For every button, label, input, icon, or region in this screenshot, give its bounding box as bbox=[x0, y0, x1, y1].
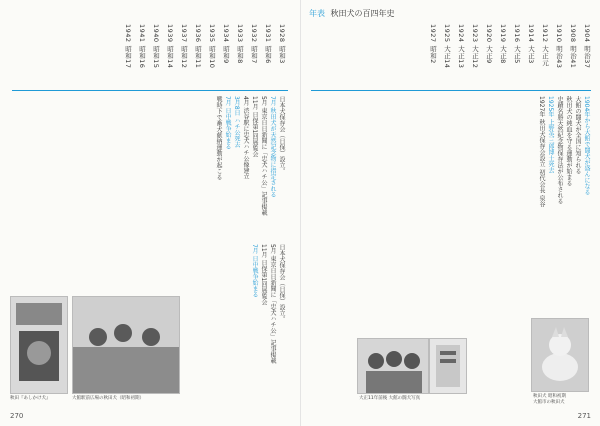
photo-poster bbox=[10, 296, 68, 394]
timeline-entry: 日本犬保存会（日保）設立。 bbox=[278, 244, 285, 322]
timeline-entry: 11月 日保第1回展覧会 bbox=[251, 96, 258, 158]
timeline-entry: 3月8日 ハチ公死去 bbox=[233, 96, 240, 148]
year-label: 1932 昭和7 bbox=[250, 24, 258, 64]
timeline-entry: 11月 日保第1回展覧会 bbox=[260, 244, 267, 306]
photo-caption: 秋田犬 昭和初期 bbox=[533, 394, 566, 399]
photo-people bbox=[357, 338, 429, 394]
photo-dog bbox=[531, 318, 589, 392]
poster-image bbox=[11, 297, 67, 393]
photo-caption: 大館駅前広場の秋田犬（昭和初期） bbox=[72, 396, 144, 401]
year-label: 1928 昭和3 bbox=[278, 24, 286, 64]
header-tag: 年表 bbox=[309, 9, 325, 18]
header-title: 秋田犬の百四年史 bbox=[330, 9, 395, 18]
timeline-entry: 1904年から大館で闘犬が盛んになる bbox=[583, 96, 590, 196]
timeline-entry: 4月 渋谷駅に忠犬ハチ公像建立 bbox=[242, 96, 249, 180]
page-header bbox=[309, 8, 395, 19]
year-label: 1940 昭和15 bbox=[152, 24, 160, 69]
page-number: 270 bbox=[10, 412, 24, 420]
dog-image bbox=[532, 319, 588, 391]
year-label: 1904 明治37 bbox=[583, 24, 591, 69]
timeline-entry: 1927年 秋田犬保存会設立 初代会長 泉谷 bbox=[538, 96, 545, 207]
year-label: 1924 大正13 bbox=[457, 24, 465, 69]
photo-group bbox=[72, 296, 180, 394]
year-label: 1939 昭和14 bbox=[166, 24, 174, 69]
year-label: 1908 明治41 bbox=[569, 24, 577, 69]
year-label: 1914 大正3 bbox=[527, 24, 535, 64]
year-label: 1923 大正12 bbox=[471, 24, 479, 69]
people-image bbox=[358, 339, 428, 393]
right-year-strip bbox=[429, 24, 591, 86]
left-year-strip bbox=[124, 24, 286, 86]
timeline-entry: 戦時下で畜犬献納運動が起こる bbox=[215, 96, 222, 180]
photo-caption: 大正11年前後 大館の闘犬写真 bbox=[359, 396, 421, 401]
photo-caption: 秋田『あしかけ犬』 bbox=[10, 396, 51, 401]
year-label: 1942 昭和17 bbox=[124, 24, 132, 69]
year-label: 1927 昭和2 bbox=[429, 24, 437, 64]
left-body-text bbox=[16, 96, 286, 236]
page-number: 271 bbox=[577, 412, 591, 420]
year-label: 1933 昭和8 bbox=[236, 24, 244, 64]
right-body-text bbox=[315, 96, 591, 326]
group-image bbox=[73, 297, 179, 393]
timeline-entry: 7月 日中戦争始まる bbox=[224, 96, 231, 150]
year-label: 1934 昭和9 bbox=[222, 24, 230, 64]
year-label: 1912 大正元 bbox=[541, 24, 549, 67]
photo-caption: 大館市の秋田犬 bbox=[533, 400, 565, 405]
timeline-entry: 7月 日中戦争始まる bbox=[251, 244, 258, 298]
timeline-entry: 史蹟名勝天然紀念物保存法が公布される bbox=[556, 96, 563, 204]
timeline-entry: 日本犬保存会（日保）設立。 bbox=[278, 96, 285, 174]
timeline-entry: 秋田犬の純血を守る運動が始まる bbox=[565, 96, 572, 186]
timeline-entry: 5月 東京日日新聞に「忠犬ハチ公」記事掲載 bbox=[260, 96, 267, 216]
year-label: 1910 明治43 bbox=[555, 24, 563, 69]
year-label: 1936 昭和11 bbox=[194, 24, 202, 69]
timeline-entry: 7月 秋田犬が天然記念物に指定される bbox=[269, 96, 276, 198]
timeline-entry: 5月 東京日日新聞に「忠犬ハチ公」記事掲載 bbox=[269, 244, 276, 364]
year-label: 1925 大正14 bbox=[443, 24, 451, 69]
timeline-rule bbox=[12, 90, 288, 91]
photo-scroll bbox=[429, 338, 467, 394]
year-label: 1941 昭和16 bbox=[138, 24, 146, 69]
year-label: 1919 大正8 bbox=[499, 24, 507, 64]
timeline-entry: 1925年 上野英三郎博士死去 bbox=[547, 96, 554, 174]
year-label: 1935 昭和10 bbox=[208, 24, 216, 69]
right-page bbox=[300, 0, 600, 426]
year-label: 1931 昭和6 bbox=[264, 24, 272, 64]
timeline-entry: 大館の闘犬が全国に知られる bbox=[574, 96, 581, 174]
year-label: 1937 昭和12 bbox=[180, 24, 188, 69]
scroll-image bbox=[430, 339, 466, 393]
year-label: 1920 大正9 bbox=[485, 24, 493, 64]
timeline-rule bbox=[311, 90, 591, 91]
year-label: 1916 大正5 bbox=[513, 24, 521, 64]
